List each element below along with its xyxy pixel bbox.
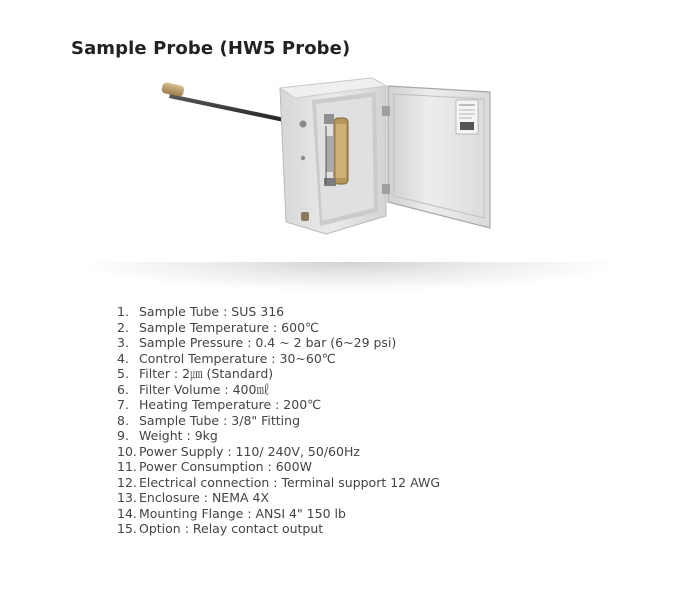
spec-item: [117, 428, 440, 444]
page-title: Sample Probe (HW5 Probe): [71, 38, 351, 60]
shadow-divider: [0, 262, 700, 302]
spec-number: 10.: [117, 443, 137, 459]
spec-text: Enclosure : NEMA 4X: [139, 490, 270, 505]
spec-text: Sample Tube : SUS 316: [139, 304, 285, 319]
spec-item: [117, 320, 440, 336]
spec-item: [117, 490, 440, 506]
spec-number: 13.: [117, 490, 137, 505]
spec-text: Electrical connection : Terminal support 12 AWG: [139, 474, 441, 490]
spec-item: [117, 413, 440, 429]
spec-item: [117, 459, 440, 475]
spec-number: 15.: [117, 521, 137, 536]
spec-item: [117, 521, 440, 537]
spec-number: 4.: [117, 350, 129, 366]
spec-number: 11.: [117, 459, 137, 474]
spec-text: Sample Temperature : 600℃: [139, 319, 320, 335]
spec-text: Filter Volume : 400㎖: [139, 381, 269, 397]
spec-number: 1.: [117, 304, 129, 319]
spec-number: 3.: [117, 335, 129, 350]
spec-number: 9.: [117, 428, 129, 443]
spec-item: [117, 444, 440, 460]
spec-number: 8.: [117, 412, 129, 428]
spec-number: 6.: [117, 381, 129, 397]
spec-item: [117, 335, 440, 351]
spec-number: 7.: [117, 397, 129, 412]
spec-text: Power Consumption : 600W: [139, 459, 312, 474]
probe-rod: [161, 82, 285, 122]
spec-text: Sample Tube : 3/8" Fitting: [139, 412, 301, 428]
spec-text: Filter : 2㎛ (Standard): [139, 366, 274, 381]
spec-text: Mounting Flange : ANSI 4" 150 lb: [139, 505, 346, 521]
spec-item: [117, 304, 440, 320]
spec-item: [117, 506, 440, 522]
spec-text: Control Temperature : 30~60℃: [139, 350, 336, 366]
spec-text: Option : Relay contact output: [139, 521, 324, 536]
spec-number: 5.: [117, 366, 129, 381]
spec-number: 2.: [117, 319, 129, 335]
spec-item: [117, 475, 440, 491]
enclosure-body: [280, 78, 386, 234]
spec-text: Sample Pressure : 0.4 ~ 2 bar (6~29 psi): [139, 335, 397, 350]
spec-text: Power Supply : 110/ 240V, 50/60Hz: [139, 443, 360, 459]
spec-item: [117, 351, 440, 367]
spec-text: Weight : 9kg: [139, 428, 218, 443]
spec-number: 12.: [117, 474, 137, 490]
probe-tip: [161, 82, 185, 97]
spec-text: Heating Temperature : 200℃: [139, 397, 322, 412]
warning-label-icon: [456, 100, 478, 134]
product-image: [150, 66, 510, 246]
spec-item: [117, 397, 440, 413]
spec-item: [117, 366, 440, 382]
enclosure-door: [382, 86, 490, 228]
spec-number: 14.: [117, 505, 137, 521]
spec-list: [117, 304, 440, 537]
spec-item: [117, 382, 440, 398]
